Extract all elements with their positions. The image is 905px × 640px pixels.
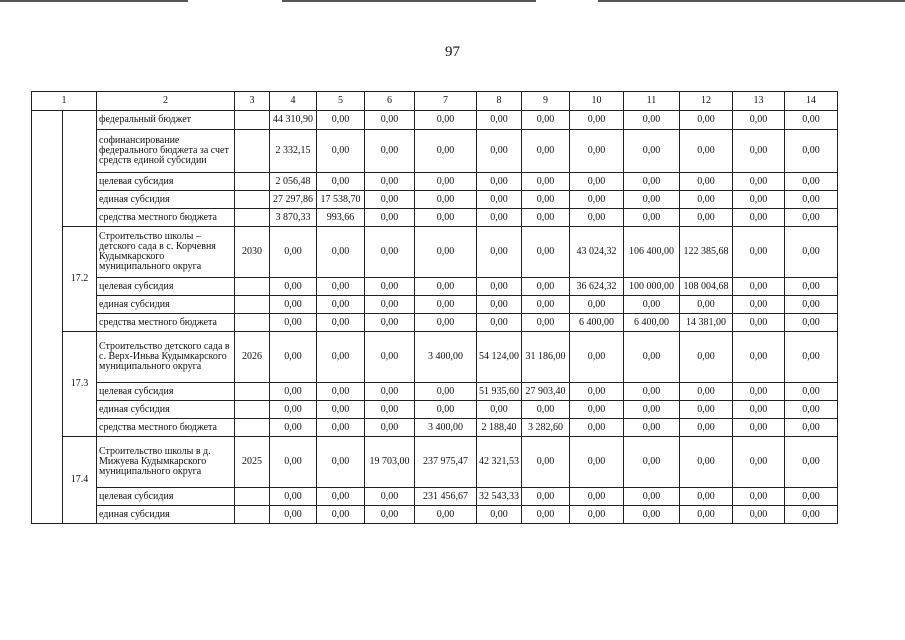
item-number-cell: 17.4 bbox=[63, 437, 97, 524]
column-number-header: 4 bbox=[270, 92, 317, 111]
year-cell bbox=[235, 383, 270, 401]
top-rule-right bbox=[598, 0, 905, 2]
value-cell: 36 624,32 bbox=[570, 278, 624, 296]
value-cell: 0,00 bbox=[522, 278, 570, 296]
value-cell: 108 004,68 bbox=[680, 278, 733, 296]
value-cell: 0,00 bbox=[624, 130, 680, 173]
value-cell: 0,00 bbox=[680, 296, 733, 314]
value-cell: 0,00 bbox=[680, 437, 733, 488]
value-cell: 0,00 bbox=[522, 401, 570, 419]
value-cell: 0,00 bbox=[365, 332, 415, 383]
value-cell: 0,00 bbox=[570, 332, 624, 383]
value-cell: 0,00 bbox=[680, 130, 733, 173]
value-cell: 0,00 bbox=[365, 296, 415, 314]
value-cell: 0,00 bbox=[317, 296, 365, 314]
column-number-header: 6 bbox=[365, 92, 415, 111]
value-cell: 0,00 bbox=[477, 227, 522, 278]
row-name-cell: целевая субсидия bbox=[97, 488, 235, 506]
value-cell: 0,00 bbox=[785, 227, 838, 278]
table-row bbox=[32, 437, 838, 488]
value-cell: 0,00 bbox=[570, 130, 624, 173]
column-number-header: 7 bbox=[415, 92, 477, 111]
value-cell: 0,00 bbox=[785, 488, 838, 506]
value-cell: 14 381,00 bbox=[680, 314, 733, 332]
value-cell: 0,00 bbox=[270, 488, 317, 506]
value-cell: 0,00 bbox=[415, 130, 477, 173]
value-cell: 0,00 bbox=[624, 296, 680, 314]
value-cell: 43 024,32 bbox=[570, 227, 624, 278]
value-cell: 0,00 bbox=[317, 383, 365, 401]
value-cell: 0,00 bbox=[733, 209, 785, 227]
value-cell: 6 400,00 bbox=[624, 314, 680, 332]
table-row bbox=[32, 173, 838, 191]
value-cell: 0,00 bbox=[624, 111, 680, 130]
value-cell: 0,00 bbox=[522, 506, 570, 524]
value-cell: 0,00 bbox=[317, 401, 365, 419]
value-cell: 44 310,90 bbox=[270, 111, 317, 130]
value-cell: 0,00 bbox=[477, 209, 522, 227]
value-cell: 0,00 bbox=[570, 383, 624, 401]
value-cell: 0,00 bbox=[733, 383, 785, 401]
year-cell bbox=[235, 191, 270, 209]
value-cell: 0,00 bbox=[733, 173, 785, 191]
page-number: 97 bbox=[445, 44, 460, 60]
value-cell: 0,00 bbox=[365, 383, 415, 401]
value-cell: 3 870,33 bbox=[270, 209, 317, 227]
value-cell: 0,00 bbox=[415, 111, 477, 130]
year-cell bbox=[235, 173, 270, 191]
column-number-header: 1 bbox=[32, 92, 97, 111]
value-cell: 0,00 bbox=[415, 209, 477, 227]
row-name-cell: софинансирование федерального бюджета за счет средств единой субсидии bbox=[97, 130, 235, 173]
value-cell: 0,00 bbox=[415, 296, 477, 314]
year-cell bbox=[235, 111, 270, 130]
value-cell: 0,00 bbox=[270, 296, 317, 314]
value-cell: 106 400,00 bbox=[624, 227, 680, 278]
year-cell bbox=[235, 209, 270, 227]
value-cell: 0,00 bbox=[317, 488, 365, 506]
value-cell: 0,00 bbox=[624, 506, 680, 524]
value-cell: 0,00 bbox=[522, 296, 570, 314]
value-cell: 0,00 bbox=[365, 111, 415, 130]
value-cell: 0,00 bbox=[680, 383, 733, 401]
year-cell: 2030 bbox=[235, 227, 270, 278]
value-cell: 0,00 bbox=[785, 383, 838, 401]
value-cell: 0,00 bbox=[365, 506, 415, 524]
value-cell: 0,00 bbox=[785, 437, 838, 488]
row-name-cell: единая субсидия bbox=[97, 506, 235, 524]
top-rule-left bbox=[0, 0, 188, 2]
value-cell: 0,00 bbox=[785, 314, 838, 332]
value-cell: 0,00 bbox=[785, 130, 838, 173]
value-cell: 0,00 bbox=[365, 314, 415, 332]
value-cell: 42 321,53 bbox=[477, 437, 522, 488]
value-cell: 0,00 bbox=[270, 437, 317, 488]
item-number-cell: 17.3 bbox=[63, 332, 97, 437]
value-cell: 0,00 bbox=[415, 173, 477, 191]
value-cell: 0,00 bbox=[733, 488, 785, 506]
value-cell: 0,00 bbox=[733, 314, 785, 332]
value-cell: 0,00 bbox=[570, 437, 624, 488]
value-cell: 0,00 bbox=[522, 111, 570, 130]
section-number-cell bbox=[32, 111, 63, 524]
value-cell: 0,00 bbox=[415, 383, 477, 401]
value-cell: 0,00 bbox=[270, 506, 317, 524]
value-cell: 0,00 bbox=[415, 314, 477, 332]
table-row bbox=[32, 111, 838, 130]
value-cell: 0,00 bbox=[522, 227, 570, 278]
table-row bbox=[32, 332, 838, 383]
value-cell: 122 385,68 bbox=[680, 227, 733, 278]
value-cell: 0,00 bbox=[624, 488, 680, 506]
column-number-header: 5 bbox=[317, 92, 365, 111]
value-cell: 0,00 bbox=[785, 278, 838, 296]
item-number-cell: 17.2 bbox=[63, 227, 97, 332]
value-cell: 0,00 bbox=[785, 209, 838, 227]
value-cell: 0,00 bbox=[270, 314, 317, 332]
value-cell: 0,00 bbox=[624, 173, 680, 191]
value-cell: 0,00 bbox=[680, 111, 733, 130]
value-cell: 0,00 bbox=[477, 130, 522, 173]
value-cell: 27 903,40 bbox=[522, 383, 570, 401]
value-cell: 0,00 bbox=[733, 506, 785, 524]
row-name-cell: средства местного бюджета bbox=[97, 419, 235, 437]
table-row bbox=[32, 191, 838, 209]
year-cell bbox=[235, 296, 270, 314]
value-cell: 231 456,67 bbox=[415, 488, 477, 506]
value-cell: 0,00 bbox=[624, 191, 680, 209]
column-number-header: 9 bbox=[522, 92, 570, 111]
column-number-header: 2 bbox=[97, 92, 235, 111]
value-cell: 0,00 bbox=[570, 488, 624, 506]
budget-table bbox=[31, 91, 838, 524]
value-cell: 0,00 bbox=[733, 191, 785, 209]
table-row bbox=[32, 278, 838, 296]
value-cell: 0,00 bbox=[477, 506, 522, 524]
column-number-header: 14 bbox=[785, 92, 838, 111]
value-cell: 32 543,33 bbox=[477, 488, 522, 506]
value-cell: 0,00 bbox=[477, 111, 522, 130]
value-cell: 0,00 bbox=[680, 332, 733, 383]
value-cell: 0,00 bbox=[317, 227, 365, 278]
value-cell: 0,00 bbox=[415, 227, 477, 278]
value-cell: 0,00 bbox=[477, 278, 522, 296]
value-cell: 6 400,00 bbox=[570, 314, 624, 332]
value-cell: 0,00 bbox=[317, 111, 365, 130]
value-cell: 0,00 bbox=[365, 278, 415, 296]
row-name-cell: единая субсидия bbox=[97, 401, 235, 419]
row-name-cell: Строительство школы – детского сада в с. Корчевня Кудымкарского муниципального округа bbox=[97, 227, 235, 278]
value-cell: 2 332,15 bbox=[270, 130, 317, 173]
value-cell: 0,00 bbox=[522, 314, 570, 332]
row-name-cell: средства местного бюджета bbox=[97, 314, 235, 332]
table-row bbox=[32, 130, 838, 173]
table-row bbox=[32, 383, 838, 401]
value-cell: 0,00 bbox=[785, 296, 838, 314]
value-cell: 0,00 bbox=[317, 419, 365, 437]
value-cell: 0,00 bbox=[365, 130, 415, 173]
value-cell: 0,00 bbox=[733, 437, 785, 488]
value-cell: 3 400,00 bbox=[415, 419, 477, 437]
value-cell: 31 186,00 bbox=[522, 332, 570, 383]
value-cell: 0,00 bbox=[365, 191, 415, 209]
value-cell: 0,00 bbox=[570, 419, 624, 437]
value-cell: 0,00 bbox=[477, 191, 522, 209]
value-cell: 17 538,70 bbox=[317, 191, 365, 209]
value-cell: 0,00 bbox=[680, 488, 733, 506]
value-cell: 0,00 bbox=[317, 437, 365, 488]
value-cell: 54 124,00 bbox=[477, 332, 522, 383]
table-row bbox=[32, 419, 838, 437]
row-name-cell: целевая субсидия bbox=[97, 173, 235, 191]
value-cell: 0,00 bbox=[733, 227, 785, 278]
row-name-cell: средства местного бюджета bbox=[97, 209, 235, 227]
value-cell: 0,00 bbox=[785, 191, 838, 209]
column-number-header: 8 bbox=[477, 92, 522, 111]
value-cell: 100 000,00 bbox=[624, 278, 680, 296]
row-name-cell: Строительство школы в д. Мижуева Кудымкарского муниципального округа bbox=[97, 437, 235, 488]
value-cell: 0,00 bbox=[680, 506, 733, 524]
table-row bbox=[32, 401, 838, 419]
value-cell: 0,00 bbox=[317, 278, 365, 296]
value-cell: 0,00 bbox=[624, 401, 680, 419]
year-cell bbox=[235, 278, 270, 296]
value-cell: 0,00 bbox=[785, 173, 838, 191]
value-cell: 0,00 bbox=[365, 401, 415, 419]
value-cell: 0,00 bbox=[570, 506, 624, 524]
value-cell: 19 703,00 bbox=[365, 437, 415, 488]
value-cell: 0,00 bbox=[680, 191, 733, 209]
value-cell: 0,00 bbox=[570, 111, 624, 130]
value-cell: 0,00 bbox=[365, 173, 415, 191]
value-cell: 0,00 bbox=[570, 401, 624, 419]
value-cell: 0,00 bbox=[570, 173, 624, 191]
value-cell: 0,00 bbox=[317, 173, 365, 191]
year-cell bbox=[235, 488, 270, 506]
value-cell: 0,00 bbox=[570, 191, 624, 209]
value-cell: 0,00 bbox=[270, 278, 317, 296]
value-cell: 0,00 bbox=[624, 332, 680, 383]
row-name-cell: целевая субсидия bbox=[97, 278, 235, 296]
value-cell: 0,00 bbox=[270, 401, 317, 419]
column-number-header: 10 bbox=[570, 92, 624, 111]
table-row bbox=[32, 506, 838, 524]
value-cell: 0,00 bbox=[680, 209, 733, 227]
value-cell: 0,00 bbox=[733, 278, 785, 296]
value-cell: 0,00 bbox=[785, 401, 838, 419]
value-cell: 0,00 bbox=[680, 173, 733, 191]
year-cell bbox=[235, 314, 270, 332]
value-cell: 0,00 bbox=[570, 209, 624, 227]
table-row bbox=[32, 314, 838, 332]
value-cell: 0,00 bbox=[733, 419, 785, 437]
value-cell: 0,00 bbox=[477, 314, 522, 332]
value-cell: 51 935,60 bbox=[477, 383, 522, 401]
value-cell: 0,00 bbox=[365, 419, 415, 437]
top-rule-middle bbox=[282, 0, 536, 2]
value-cell: 0,00 bbox=[477, 296, 522, 314]
value-cell: 0,00 bbox=[570, 296, 624, 314]
value-cell: 0,00 bbox=[415, 506, 477, 524]
value-cell: 0,00 bbox=[733, 111, 785, 130]
value-cell: 0,00 bbox=[680, 419, 733, 437]
value-cell: 0,00 bbox=[270, 227, 317, 278]
value-cell: 0,00 bbox=[624, 437, 680, 488]
value-cell: 0,00 bbox=[522, 130, 570, 173]
value-cell: 237 975,47 bbox=[415, 437, 477, 488]
value-cell: 0,00 bbox=[733, 332, 785, 383]
year-cell: 2026 bbox=[235, 332, 270, 383]
value-cell: 3 282,60 bbox=[522, 419, 570, 437]
value-cell: 0,00 bbox=[317, 506, 365, 524]
value-cell: 0,00 bbox=[522, 488, 570, 506]
value-cell: 0,00 bbox=[733, 130, 785, 173]
column-number-header: 11 bbox=[624, 92, 680, 111]
header-row bbox=[32, 92, 838, 111]
value-cell: 0,00 bbox=[317, 130, 365, 173]
table-row bbox=[32, 488, 838, 506]
value-cell: 27 297,86 bbox=[270, 191, 317, 209]
value-cell: 0,00 bbox=[522, 437, 570, 488]
value-cell: 993,66 bbox=[317, 209, 365, 227]
year-cell bbox=[235, 130, 270, 173]
value-cell: 0,00 bbox=[365, 227, 415, 278]
value-cell: 0,00 bbox=[415, 191, 477, 209]
value-cell: 0,00 bbox=[624, 383, 680, 401]
value-cell: 0,00 bbox=[365, 488, 415, 506]
value-cell: 2 056,48 bbox=[270, 173, 317, 191]
column-number-header: 3 bbox=[235, 92, 270, 111]
row-name-cell: Строительство детского сада в с. Верх-Иньва Кудымкарского муниципального округа bbox=[97, 332, 235, 383]
value-cell: 0,00 bbox=[733, 401, 785, 419]
table-row bbox=[32, 227, 838, 278]
value-cell: 0,00 bbox=[477, 173, 522, 191]
value-cell: 0,00 bbox=[522, 191, 570, 209]
value-cell: 0,00 bbox=[522, 173, 570, 191]
value-cell: 0,00 bbox=[415, 401, 477, 419]
value-cell: 0,00 bbox=[270, 332, 317, 383]
row-name-cell: федеральный бюджет bbox=[97, 111, 235, 130]
value-cell: 0,00 bbox=[477, 401, 522, 419]
value-cell: 0,00 bbox=[365, 209, 415, 227]
value-cell: 0,00 bbox=[785, 419, 838, 437]
year-cell bbox=[235, 419, 270, 437]
table-row bbox=[32, 296, 838, 314]
table-row bbox=[32, 209, 838, 227]
value-cell: 0,00 bbox=[680, 401, 733, 419]
year-cell: 2025 bbox=[235, 437, 270, 488]
value-cell: 0,00 bbox=[522, 209, 570, 227]
column-number-header: 12 bbox=[680, 92, 733, 111]
row-name-cell: единая субсидия bbox=[97, 296, 235, 314]
value-cell: 0,00 bbox=[317, 332, 365, 383]
value-cell: 0,00 bbox=[733, 296, 785, 314]
year-cell bbox=[235, 506, 270, 524]
year-cell bbox=[235, 401, 270, 419]
value-cell: 0,00 bbox=[317, 314, 365, 332]
value-cell: 0,00 bbox=[785, 506, 838, 524]
value-cell: 0,00 bbox=[785, 332, 838, 383]
value-cell: 0,00 bbox=[270, 419, 317, 437]
value-cell: 0,00 bbox=[415, 278, 477, 296]
item-number-cell bbox=[63, 111, 97, 227]
row-name-cell: единая субсидия bbox=[97, 191, 235, 209]
row-name-cell: целевая субсидия bbox=[97, 383, 235, 401]
value-cell: 3 400,00 bbox=[415, 332, 477, 383]
value-cell: 0,00 bbox=[270, 383, 317, 401]
column-number-header: 13 bbox=[733, 92, 785, 111]
value-cell: 0,00 bbox=[785, 111, 838, 130]
value-cell: 0,00 bbox=[624, 419, 680, 437]
value-cell: 2 188,40 bbox=[477, 419, 522, 437]
value-cell: 0,00 bbox=[624, 209, 680, 227]
